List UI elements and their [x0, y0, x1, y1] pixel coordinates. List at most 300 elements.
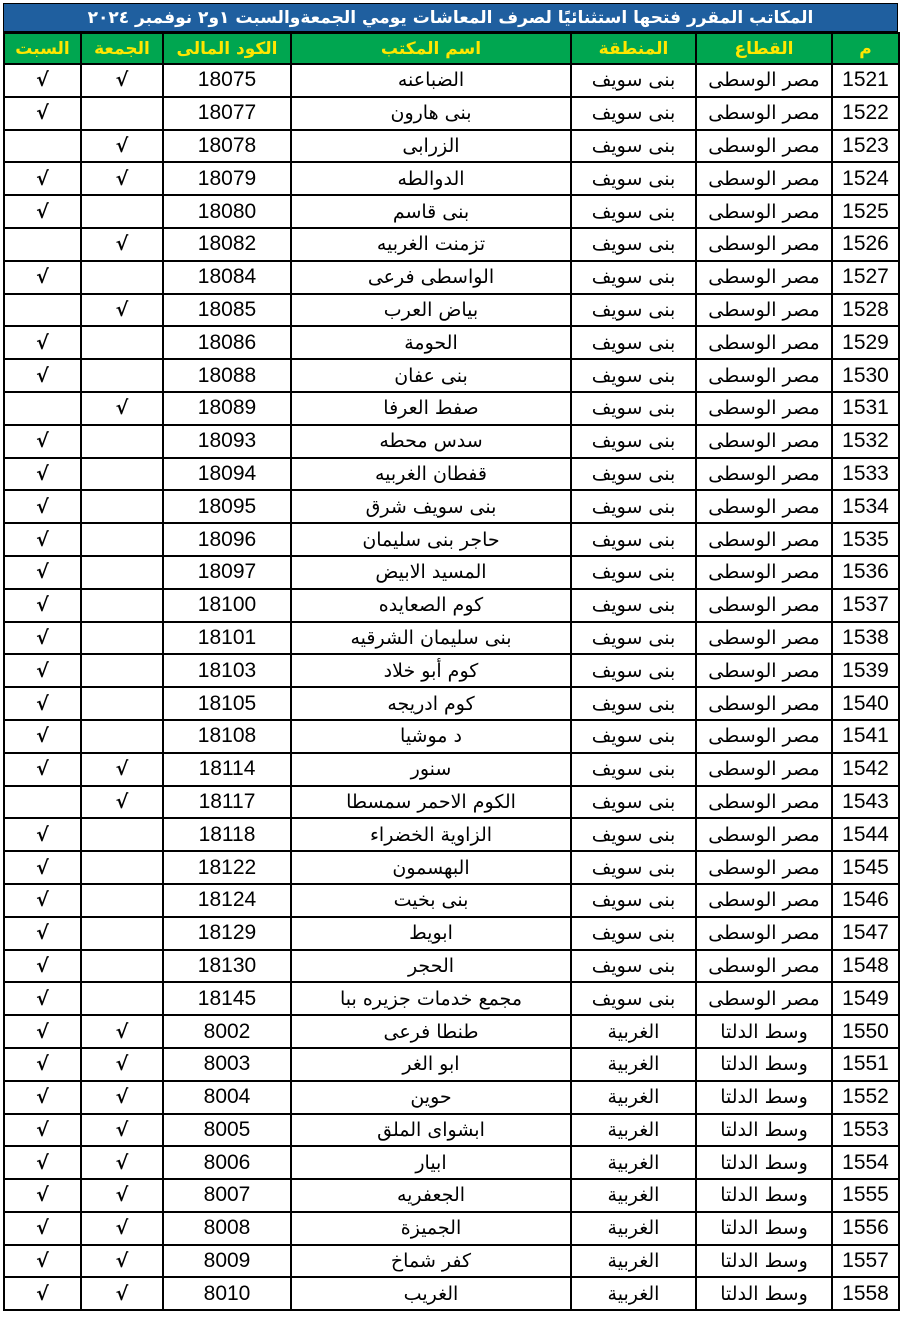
- sector-cell: وسط الدلتا: [696, 1048, 832, 1081]
- saturday-check-cell: [4, 786, 81, 819]
- office-name-cell: الغريب: [291, 1277, 571, 1310]
- region-cell: بنى سويف: [571, 490, 696, 523]
- offices-table: [3, 32, 900, 1311]
- financial-code-cell: 18089: [163, 392, 291, 425]
- sector-cell: وسط الدلتا: [696, 1015, 832, 1048]
- row-number: 1525: [832, 195, 899, 228]
- sector-cell: وسط الدلتا: [696, 1081, 832, 1114]
- sector-cell: مصر الوسطى: [696, 720, 832, 753]
- sector-cell: مصر الوسطى: [696, 195, 832, 228]
- row-number: 1523: [832, 130, 899, 163]
- friday-check-cell: √: [81, 1114, 163, 1147]
- office-name-cell: ابويط: [291, 917, 571, 950]
- friday-check-cell: √: [81, 1146, 163, 1179]
- row-number: 1539: [832, 654, 899, 687]
- friday-check-cell: [81, 490, 163, 523]
- financial-code-cell: 8008: [163, 1212, 291, 1245]
- financial-code-cell: 18096: [163, 523, 291, 556]
- header-num: م: [832, 33, 899, 64]
- sector-cell: مصر الوسطى: [696, 326, 832, 359]
- office-name-cell: الزاوية الخضراء: [291, 818, 571, 851]
- region-cell: الغربية: [571, 1179, 696, 1212]
- sector-cell: مصر الوسطى: [696, 261, 832, 294]
- table-row: [4, 786, 899, 819]
- header-sector: القطاع: [696, 33, 832, 64]
- saturday-check-cell: √: [4, 654, 81, 687]
- header-region: المنطقة: [571, 33, 696, 64]
- row-number: 1533: [832, 458, 899, 491]
- row-number: 1540: [832, 687, 899, 720]
- sector-cell: مصر الوسطى: [696, 851, 832, 884]
- financial-code-cell: 18075: [163, 64, 291, 97]
- region-cell: الغربية: [571, 1015, 696, 1048]
- saturday-check-cell: √: [4, 884, 81, 917]
- office-name-cell: بنى قاسم: [291, 195, 571, 228]
- sector-cell: مصر الوسطى: [696, 359, 832, 392]
- page-title: المكاتب المقرر فتحها استثنائيًا لصرف المعاشات يومي الجمعةوالسبت ١و٢ نوفمبر ٢٠٢٤: [3, 3, 898, 32]
- header-saturday: السبت: [4, 33, 81, 64]
- row-number: 1521: [832, 64, 899, 97]
- row-number: 1545: [832, 851, 899, 884]
- friday-check-cell: √: [81, 294, 163, 327]
- office-name-cell: مجمع خدمات جزيره ببا: [291, 982, 571, 1015]
- saturday-check-cell: √: [4, 982, 81, 1015]
- sector-cell: مصر الوسطى: [696, 162, 832, 195]
- table-row: [4, 982, 899, 1015]
- row-number: 1530: [832, 359, 899, 392]
- row-number: 1524: [832, 162, 899, 195]
- table-row: [4, 294, 899, 327]
- row-number: 1555: [832, 1179, 899, 1212]
- header-row: [4, 33, 899, 64]
- row-number: 1535: [832, 523, 899, 556]
- region-cell: بنى سويف: [571, 982, 696, 1015]
- sector-cell: وسط الدلتا: [696, 1114, 832, 1147]
- saturday-check-cell: √: [4, 261, 81, 294]
- office-name-cell: صفط العرفا: [291, 392, 571, 425]
- sector-cell: مصر الوسطى: [696, 917, 832, 950]
- saturday-check-cell: √: [4, 1277, 81, 1310]
- financial-code-cell: 18085: [163, 294, 291, 327]
- office-name-cell: قفطان الغربيه: [291, 458, 571, 491]
- office-name-cell: الدوالطه: [291, 162, 571, 195]
- sector-cell: مصر الوسطى: [696, 97, 832, 130]
- row-number: 1547: [832, 917, 899, 950]
- region-cell: بنى سويف: [571, 97, 696, 130]
- financial-code-cell: 18101: [163, 622, 291, 655]
- row-number: 1546: [832, 884, 899, 917]
- friday-check-cell: [81, 818, 163, 851]
- financial-code-cell: 18100: [163, 589, 291, 622]
- financial-code-cell: 18108: [163, 720, 291, 753]
- office-name-cell: الحجر: [291, 950, 571, 983]
- region-cell: بنى سويف: [571, 130, 696, 163]
- office-name-cell: الواسطى فرعى: [291, 261, 571, 294]
- financial-code-cell: 18084: [163, 261, 291, 294]
- sector-cell: مصر الوسطى: [696, 458, 832, 491]
- financial-code-cell: 8007: [163, 1179, 291, 1212]
- row-number: 1534: [832, 490, 899, 523]
- saturday-check-cell: √: [4, 917, 81, 950]
- table-row: [4, 720, 899, 753]
- region-cell: بنى سويف: [571, 458, 696, 491]
- financial-code-cell: 8009: [163, 1245, 291, 1278]
- friday-check-cell: √: [81, 1048, 163, 1081]
- saturday-check-cell: [4, 294, 81, 327]
- table-row: [4, 1179, 899, 1212]
- financial-code-cell: 18114: [163, 753, 291, 786]
- region-cell: بنى سويف: [571, 261, 696, 294]
- region-cell: بنى سويف: [571, 622, 696, 655]
- sector-cell: مصر الوسطى: [696, 654, 832, 687]
- office-name-cell: ابيار: [291, 1146, 571, 1179]
- friday-check-cell: √: [81, 392, 163, 425]
- region-cell: بنى سويف: [571, 884, 696, 917]
- table-row: [4, 950, 899, 983]
- table-row: [4, 392, 899, 425]
- friday-check-cell: [81, 589, 163, 622]
- saturday-check-cell: √: [4, 687, 81, 720]
- region-cell: بنى سويف: [571, 851, 696, 884]
- office-name-cell: ابشواى الملق: [291, 1114, 571, 1147]
- office-name-cell: تزمنت الغربيه: [291, 228, 571, 261]
- region-cell: الغربية: [571, 1146, 696, 1179]
- region-cell: بنى سويف: [571, 786, 696, 819]
- saturday-check-cell: √: [4, 523, 81, 556]
- region-cell: بنى سويف: [571, 64, 696, 97]
- saturday-check-cell: √: [4, 359, 81, 392]
- financial-code-cell: 18080: [163, 195, 291, 228]
- financial-code-cell: 8002: [163, 1015, 291, 1048]
- financial-code-cell: 8010: [163, 1277, 291, 1310]
- saturday-check-cell: √: [4, 326, 81, 359]
- region-cell: بنى سويف: [571, 195, 696, 228]
- sector-cell: وسط الدلتا: [696, 1277, 832, 1310]
- region-cell: بنى سويف: [571, 228, 696, 261]
- row-number: 1548: [832, 950, 899, 983]
- region-cell: الغربية: [571, 1048, 696, 1081]
- saturday-check-cell: √: [4, 950, 81, 983]
- row-number: 1544: [832, 818, 899, 851]
- table-row: [4, 1212, 899, 1245]
- row-number: 1549: [832, 982, 899, 1015]
- saturday-check-cell: √: [4, 589, 81, 622]
- financial-code-cell: 8003: [163, 1048, 291, 1081]
- office-name-cell: بنى سويف شرق: [291, 490, 571, 523]
- region-cell: بنى سويف: [571, 392, 696, 425]
- saturday-check-cell: √: [4, 851, 81, 884]
- office-name-cell: البهسمون: [291, 851, 571, 884]
- sector-cell: مصر الوسطى: [696, 622, 832, 655]
- region-cell: الغربية: [571, 1114, 696, 1147]
- sector-cell: مصر الوسطى: [696, 228, 832, 261]
- friday-check-cell: √: [81, 1081, 163, 1114]
- row-number: 1542: [832, 753, 899, 786]
- financial-code-cell: 18093: [163, 425, 291, 458]
- row-number: 1526: [832, 228, 899, 261]
- row-number: 1537: [832, 589, 899, 622]
- financial-code-cell: 18129: [163, 917, 291, 950]
- office-name-cell: الحومة: [291, 326, 571, 359]
- table-row: [4, 162, 899, 195]
- financial-code-cell: 18077: [163, 97, 291, 130]
- financial-code-cell: 18097: [163, 556, 291, 589]
- saturday-check-cell: √: [4, 1048, 81, 1081]
- row-number: 1538: [832, 622, 899, 655]
- sector-cell: مصر الوسطى: [696, 556, 832, 589]
- friday-check-cell: √: [81, 1015, 163, 1048]
- table-row: [4, 64, 899, 97]
- friday-check-cell: √: [81, 753, 163, 786]
- region-cell: بنى سويف: [571, 687, 696, 720]
- sector-cell: مصر الوسطى: [696, 950, 832, 983]
- sector-cell: مصر الوسطى: [696, 294, 832, 327]
- friday-check-cell: [81, 261, 163, 294]
- table-row: [4, 1277, 899, 1310]
- row-number: 1527: [832, 261, 899, 294]
- table-row: [4, 523, 899, 556]
- office-name-cell: بنى عفان: [291, 359, 571, 392]
- office-name-cell: المسيد الابيض: [291, 556, 571, 589]
- row-number: 1522: [832, 97, 899, 130]
- friday-check-cell: √: [81, 162, 163, 195]
- financial-code-cell: 18103: [163, 654, 291, 687]
- office-name-cell: الضباعنه: [291, 64, 571, 97]
- row-number: 1552: [832, 1081, 899, 1114]
- friday-check-cell: √: [81, 1212, 163, 1245]
- financial-code-cell: 8005: [163, 1114, 291, 1147]
- table-row: [4, 556, 899, 589]
- office-name-cell: ابو الغر: [291, 1048, 571, 1081]
- friday-check-cell: [81, 950, 163, 983]
- saturday-check-cell: [4, 392, 81, 425]
- friday-check-cell: [81, 326, 163, 359]
- financial-code-cell: 8004: [163, 1081, 291, 1114]
- row-number: 1528: [832, 294, 899, 327]
- region-cell: بنى سويف: [571, 556, 696, 589]
- sector-cell: مصر الوسطى: [696, 687, 832, 720]
- office-name-cell: كوم الصعايده: [291, 589, 571, 622]
- friday-check-cell: [81, 195, 163, 228]
- sector-cell: مصر الوسطى: [696, 589, 832, 622]
- sector-cell: مصر الوسطى: [696, 130, 832, 163]
- saturday-check-cell: √: [4, 1015, 81, 1048]
- friday-check-cell: √: [81, 1277, 163, 1310]
- table-row: [4, 130, 899, 163]
- financial-code-cell: 18145: [163, 982, 291, 1015]
- saturday-check-cell: √: [4, 622, 81, 655]
- table-row: [4, 1048, 899, 1081]
- friday-check-cell: [81, 359, 163, 392]
- table-row: [4, 818, 899, 851]
- region-cell: بنى سويف: [571, 720, 696, 753]
- row-number: 1551: [832, 1048, 899, 1081]
- region-cell: بنى سويف: [571, 818, 696, 851]
- table-row: [4, 458, 899, 491]
- friday-check-cell: [81, 622, 163, 655]
- saturday-check-cell: √: [4, 818, 81, 851]
- friday-check-cell: [81, 884, 163, 917]
- region-cell: بنى سويف: [571, 326, 696, 359]
- financial-code-cell: 18130: [163, 950, 291, 983]
- friday-check-cell: [81, 654, 163, 687]
- region-cell: بنى سويف: [571, 162, 696, 195]
- friday-check-cell: √: [81, 130, 163, 163]
- office-name-cell: د موشيا: [291, 720, 571, 753]
- financial-code-cell: 18079: [163, 162, 291, 195]
- table-row: [4, 1245, 899, 1278]
- financial-code-cell: 18094: [163, 458, 291, 491]
- office-name-cell: كوم أبو خلاد: [291, 654, 571, 687]
- financial-code-cell: 18105: [163, 687, 291, 720]
- financial-code-cell: 8006: [163, 1146, 291, 1179]
- sector-cell: وسط الدلتا: [696, 1245, 832, 1278]
- office-name-cell: كوم ادريجه: [291, 687, 571, 720]
- region-cell: بنى سويف: [571, 950, 696, 983]
- office-name-cell: الجعفريه: [291, 1179, 571, 1212]
- region-cell: الغربية: [571, 1277, 696, 1310]
- row-number: 1532: [832, 425, 899, 458]
- row-number: 1531: [832, 392, 899, 425]
- region-cell: بنى سويف: [571, 425, 696, 458]
- friday-check-cell: [81, 917, 163, 950]
- sector-cell: وسط الدلتا: [696, 1212, 832, 1245]
- office-name-cell: بنى سليمان الشرقيه: [291, 622, 571, 655]
- saturday-check-cell: [4, 130, 81, 163]
- friday-check-cell: [81, 556, 163, 589]
- friday-check-cell: [81, 425, 163, 458]
- friday-check-cell: [81, 720, 163, 753]
- friday-check-cell: √: [81, 786, 163, 819]
- office-name-cell: حاجر بنى سليمان: [291, 523, 571, 556]
- financial-code-cell: 18088: [163, 359, 291, 392]
- sector-cell: مصر الوسطى: [696, 982, 832, 1015]
- office-name-cell: سنور: [291, 753, 571, 786]
- row-number: 1554: [832, 1146, 899, 1179]
- region-cell: الغربية: [571, 1081, 696, 1114]
- region-cell: الغربية: [571, 1245, 696, 1278]
- table-row: [4, 490, 899, 523]
- table-row: [4, 687, 899, 720]
- table-body: [4, 64, 899, 1310]
- sector-cell: وسط الدلتا: [696, 1179, 832, 1212]
- header-code: الكود المالى: [163, 33, 291, 64]
- financial-code-cell: 18118: [163, 818, 291, 851]
- saturday-check-cell: √: [4, 425, 81, 458]
- office-name-cell: بنى هارون: [291, 97, 571, 130]
- region-cell: بنى سويف: [571, 359, 696, 392]
- saturday-check-cell: √: [4, 1081, 81, 1114]
- table-row: [4, 1114, 899, 1147]
- table-row: [4, 622, 899, 655]
- office-name-cell: الزرابى: [291, 130, 571, 163]
- friday-check-cell: √: [81, 64, 163, 97]
- sector-cell: مصر الوسطى: [696, 425, 832, 458]
- table-row: [4, 1015, 899, 1048]
- saturday-check-cell: √: [4, 64, 81, 97]
- document-sheet: [3, 3, 898, 1311]
- saturday-check-cell: √: [4, 162, 81, 195]
- saturday-check-cell: √: [4, 97, 81, 130]
- row-number: 1550: [832, 1015, 899, 1048]
- friday-check-cell: [81, 687, 163, 720]
- friday-check-cell: [81, 523, 163, 556]
- region-cell: بنى سويف: [571, 294, 696, 327]
- office-name-cell: كفر شماخ: [291, 1245, 571, 1278]
- row-number: 1541: [832, 720, 899, 753]
- region-cell: بنى سويف: [571, 523, 696, 556]
- region-cell: بنى سويف: [571, 753, 696, 786]
- table-row: [4, 359, 899, 392]
- table-row: [4, 425, 899, 458]
- table-row: [4, 884, 899, 917]
- saturday-check-cell: √: [4, 1212, 81, 1245]
- saturday-check-cell: √: [4, 1146, 81, 1179]
- office-name-cell: الكوم الاحمر سمسطا: [291, 786, 571, 819]
- office-name-cell: بنى بخيت: [291, 884, 571, 917]
- office-name-cell: حوين: [291, 1081, 571, 1114]
- friday-check-cell: [81, 458, 163, 491]
- financial-code-cell: 18078: [163, 130, 291, 163]
- saturday-check-cell: √: [4, 458, 81, 491]
- office-name-cell: الجميزة: [291, 1212, 571, 1245]
- saturday-check-cell: √: [4, 195, 81, 228]
- financial-code-cell: 18082: [163, 228, 291, 261]
- sector-cell: مصر الوسطى: [696, 884, 832, 917]
- region-cell: بنى سويف: [571, 589, 696, 622]
- table-row: [4, 1081, 899, 1114]
- table-row: [4, 228, 899, 261]
- row-number: 1536: [832, 556, 899, 589]
- region-cell: بنى سويف: [571, 654, 696, 687]
- financial-code-cell: 18086: [163, 326, 291, 359]
- header-office: اسم المكتب: [291, 33, 571, 64]
- saturday-check-cell: √: [4, 556, 81, 589]
- row-number: 1558: [832, 1277, 899, 1310]
- financial-code-cell: 18095: [163, 490, 291, 523]
- table-row: [4, 851, 899, 884]
- sector-cell: مصر الوسطى: [696, 490, 832, 523]
- friday-check-cell: √: [81, 1179, 163, 1212]
- row-number: 1529: [832, 326, 899, 359]
- sector-cell: مصر الوسطى: [696, 818, 832, 851]
- row-number: 1543: [832, 786, 899, 819]
- saturday-check-cell: √: [4, 753, 81, 786]
- office-name-cell: بياض العرب: [291, 294, 571, 327]
- table-row: [4, 1146, 899, 1179]
- table-row: [4, 753, 899, 786]
- saturday-check-cell: √: [4, 720, 81, 753]
- sector-cell: مصر الوسطى: [696, 523, 832, 556]
- row-number: 1553: [832, 1114, 899, 1147]
- saturday-check-cell: √: [4, 490, 81, 523]
- financial-code-cell: 18124: [163, 884, 291, 917]
- saturday-check-cell: √: [4, 1179, 81, 1212]
- saturday-check-cell: [4, 228, 81, 261]
- office-name-cell: طنطا فرعى: [291, 1015, 571, 1048]
- sector-cell: مصر الوسطى: [696, 753, 832, 786]
- table-row: [4, 97, 899, 130]
- saturday-check-cell: √: [4, 1114, 81, 1147]
- row-number: 1556: [832, 1212, 899, 1245]
- financial-code-cell: 18117: [163, 786, 291, 819]
- row-number: 1557: [832, 1245, 899, 1278]
- sector-cell: مصر الوسطى: [696, 392, 832, 425]
- friday-check-cell: [81, 851, 163, 884]
- table-row: [4, 195, 899, 228]
- table-row: [4, 589, 899, 622]
- office-name-cell: سدس محطه: [291, 425, 571, 458]
